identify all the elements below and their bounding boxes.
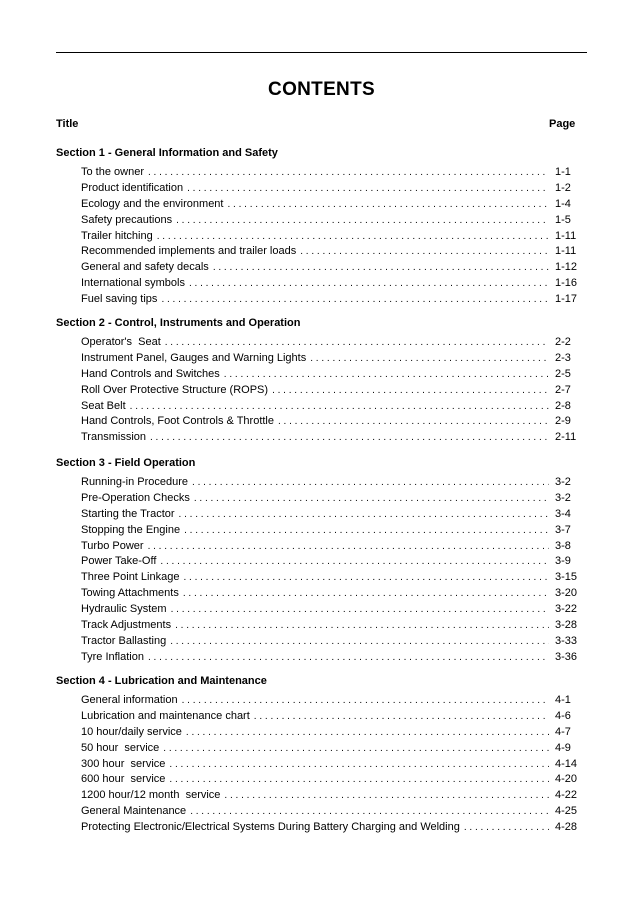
dot-leader	[464, 820, 549, 836]
toc-entry-label: Transmission	[81, 431, 146, 444]
toc-entry[interactable]	[81, 602, 581, 618]
toc-entry-label: Hand Controls and Switches	[81, 367, 220, 380]
toc-entry-page: 4-6	[555, 709, 571, 722]
toc-entry[interactable]	[81, 260, 581, 276]
toc-entry[interactable]	[81, 229, 581, 245]
dot-leader	[130, 399, 549, 415]
toc-entry-label: 50 hour service	[81, 741, 160, 754]
toc-entry-page: 3-33	[555, 634, 578, 647]
toc-entry[interactable]	[81, 709, 581, 725]
toc-entry-label: Pre-Operation Checks	[81, 491, 190, 504]
toc-entry-page: 4-9	[555, 741, 571, 754]
toc-entry[interactable]	[81, 351, 581, 367]
toc-entry[interactable]	[81, 772, 581, 788]
toc-entry-page: 4-1	[555, 694, 571, 706]
toc-entry-label: Starting the Tractor	[81, 507, 175, 520]
toc-entry-page: 1-17	[555, 293, 578, 306]
dot-leader	[224, 367, 549, 383]
toc-entry-page: 3-8	[555, 539, 571, 552]
toc-entry-page: 4-7	[555, 725, 571, 738]
toc-entry[interactable]	[81, 475, 581, 491]
toc-entry-label: 600 hour service	[81, 773, 166, 786]
toc-entry[interactable]	[81, 181, 581, 197]
toc-entry-page: 3-22	[555, 603, 578, 616]
toc-entry-label: 300 hour service	[81, 757, 166, 770]
toc-entry-page: 1-16	[555, 277, 578, 290]
toc-entry-label: Turbo Power	[81, 539, 144, 552]
toc-entry-page: 3-36	[555, 650, 578, 663]
toc-entry-page: 2-7	[555, 383, 571, 396]
dot-leader	[175, 618, 549, 634]
toc-entry-label: Trailer hitching	[81, 229, 153, 242]
toc-entry-page: 1-2	[555, 181, 571, 194]
toc-entry-label: Three Point Linkage	[81, 571, 180, 584]
section-title: Section 3 - Field Operation	[56, 457, 196, 469]
toc-entry[interactable]	[81, 491, 581, 507]
dot-leader	[176, 213, 549, 229]
dot-leader	[160, 554, 549, 570]
toc-entry-label: Product identification	[81, 181, 184, 194]
toc-entry-label: Recommended implements and trailer loads	[81, 245, 297, 258]
toc-entry[interactable]	[81, 213, 581, 229]
toc-entry-page: 4-20	[555, 773, 578, 786]
toc-entry[interactable]	[81, 804, 581, 820]
dot-leader	[150, 430, 549, 446]
dot-leader	[213, 260, 549, 276]
dot-leader	[187, 181, 549, 197]
toc-entry-page: 3-9	[555, 555, 571, 568]
top-rule	[56, 52, 587, 53]
dot-leader	[169, 772, 549, 788]
section-2	[56, 316, 581, 446]
toc-entry-page: 2-8	[555, 399, 571, 412]
toc-entry[interactable]	[81, 693, 581, 709]
section-4	[56, 674, 581, 836]
toc-entry-page: 3-4	[555, 507, 571, 520]
toc-entry-label: 10 hour/daily service	[81, 725, 182, 738]
title-column-header: Title	[56, 118, 79, 130]
toc-entry[interactable]	[81, 618, 581, 634]
toc-entry[interactable]	[81, 757, 581, 773]
dot-leader	[183, 570, 549, 586]
toc-entry-label: Tractor Ballasting	[81, 634, 167, 647]
toc-entry-label: Operator's Seat	[81, 336, 161, 348]
toc-entry[interactable]	[81, 570, 581, 586]
toc-entry-label: Instrument Panel, Gauges and Warning Lights	[81, 351, 307, 364]
toc-entry-label: Track Adjustments	[81, 619, 172, 632]
section-title: Section 2 - Control, Instruments and Operation	[56, 317, 301, 329]
dot-leader	[148, 165, 549, 181]
toc-entry-label: Ecology and the environment	[81, 197, 224, 210]
toc-entry[interactable]	[81, 367, 581, 383]
toc-entry-page: 2-3	[555, 351, 571, 364]
toc-entry-page: 1-5	[555, 213, 571, 226]
toc-entry-page: 4-14	[555, 757, 578, 770]
section-3	[56, 456, 581, 666]
dot-leader	[192, 475, 549, 491]
dot-leader	[148, 650, 549, 666]
toc-entry-label: General Maintenance	[81, 805, 187, 818]
toc-entry[interactable]	[81, 788, 581, 804]
toc-entry-page: 1-4	[555, 197, 571, 210]
toc-entry[interactable]	[81, 383, 581, 399]
toc-entry-label: Running-in Procedure	[81, 476, 189, 488]
toc-entry-page: 1-11	[555, 245, 577, 258]
toc-entry-page: 3-2	[555, 476, 571, 488]
dot-leader	[189, 276, 549, 292]
toc-entry-label: Safety precautions	[81, 213, 173, 226]
toc-entry-label: Protecting Electronic/Electrical Systems During Battery Charging and Welding	[81, 821, 460, 834]
dot-leader	[183, 586, 549, 602]
toc-entry-page: 2-5	[555, 367, 571, 380]
dot-leader	[163, 741, 549, 757]
toc-entry[interactable]	[81, 244, 581, 260]
toc-entry[interactable]	[81, 430, 581, 446]
toc-entry[interactable]	[81, 820, 581, 836]
dot-leader	[186, 725, 549, 741]
dot-leader	[310, 351, 549, 367]
dot-leader	[161, 292, 549, 308]
dot-leader	[278, 414, 549, 430]
toc-entry[interactable]	[81, 634, 581, 650]
toc-entry[interactable]	[81, 292, 581, 308]
toc-entry-page: 1-11	[555, 229, 577, 242]
page-title: CONTENTS	[268, 79, 375, 100]
toc-entry[interactable]	[81, 165, 581, 181]
page-column-header: Page	[549, 118, 576, 130]
toc-entry-page: 3-28	[555, 619, 578, 632]
toc-entry-label: General information	[81, 694, 178, 706]
section-title: Section 1 - General Information and Safety	[56, 147, 278, 159]
toc-entry[interactable]	[81, 414, 581, 430]
dot-leader	[194, 491, 549, 507]
dot-leader	[171, 602, 549, 618]
dot-leader	[272, 383, 549, 399]
toc-entry-label: Tyre Inflation	[81, 650, 144, 663]
toc-entry-label: Fuel saving tips	[81, 293, 158, 306]
toc-entry-label: Hand Controls, Foot Controls & Throttle	[81, 415, 274, 428]
dot-leader	[190, 804, 549, 820]
toc-entry-page: 2-2	[555, 336, 571, 348]
dot-leader	[179, 507, 549, 523]
dot-leader	[165, 335, 549, 351]
toc-entry-page: 4-28	[555, 821, 578, 834]
section-title: Section 4 - Lubrication and Maintenance	[56, 675, 267, 687]
dot-leader	[148, 539, 549, 555]
toc-entry-page: 4-22	[555, 789, 578, 802]
section-1	[56, 146, 581, 308]
dot-leader	[169, 757, 549, 773]
toc-entry-page: 3-7	[555, 523, 571, 536]
toc-entry-page: 4-25	[555, 805, 578, 818]
toc-entry-page: 3-15	[555, 571, 578, 584]
toc-entry-page: 1-12	[555, 261, 578, 274]
toc-entry-page: 3-2	[555, 491, 571, 504]
toc-entry-page: 2-11	[555, 431, 577, 444]
toc-entry[interactable]	[81, 335, 581, 351]
toc-entry[interactable]	[81, 741, 581, 757]
dot-leader	[300, 244, 549, 260]
dot-leader	[227, 197, 549, 213]
dot-leader	[170, 634, 549, 650]
toc-entry[interactable]	[81, 399, 581, 415]
toc-entry[interactable]	[81, 554, 581, 570]
toc-entry-label: General and safety decals	[81, 261, 209, 274]
toc-entry[interactable]	[81, 523, 581, 539]
toc-entry-label: International symbols	[81, 277, 185, 290]
toc-entry[interactable]	[81, 650, 581, 666]
toc-entry-label: 1200 hour/12 month service	[81, 789, 221, 802]
toc-entry-label: Lubrication and maintenance chart	[81, 709, 250, 722]
toc-entry-label: Seat Belt	[81, 399, 126, 412]
dot-leader	[224, 788, 549, 804]
toc-entry-label: Roll Over Protective Structure (ROPS)	[81, 383, 269, 396]
dot-leader	[254, 709, 549, 725]
toc-entry[interactable]	[81, 197, 581, 213]
toc-entry[interactable]	[81, 507, 581, 523]
dot-leader	[182, 693, 549, 709]
toc-entry[interactable]	[81, 276, 581, 292]
toc-entry-label: To the owner	[81, 166, 144, 178]
toc-entry[interactable]	[81, 539, 581, 555]
toc-entry-label: Hydraulic System	[81, 603, 167, 616]
dot-leader	[157, 229, 549, 245]
toc-entry-label: Stopping the Engine	[81, 523, 181, 536]
toc-entry[interactable]	[81, 586, 581, 602]
toc-entry-label: Power Take-Off	[81, 555, 157, 568]
toc-entry-page: 1-1	[555, 166, 571, 178]
dot-leader	[184, 523, 549, 539]
toc-entry-label: Towing Attachments	[81, 587, 179, 600]
toc-entry[interactable]	[81, 725, 581, 741]
toc-entry-page: 3-20	[555, 587, 578, 600]
toc-entry-page: 2-9	[555, 415, 571, 428]
